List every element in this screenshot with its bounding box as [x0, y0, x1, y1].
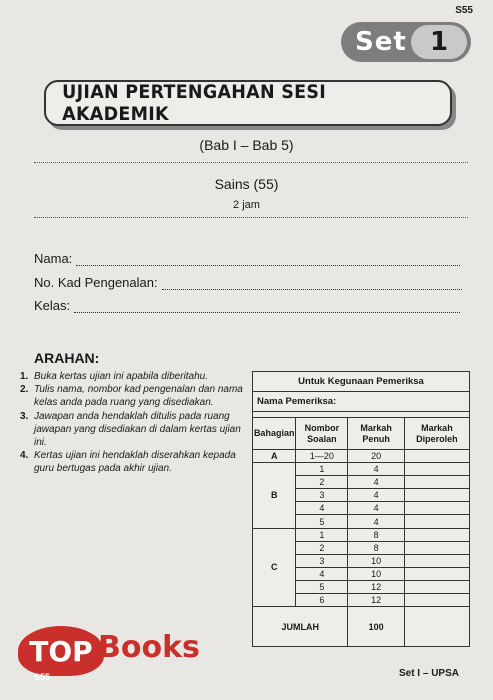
name-label: Nama:	[34, 251, 73, 266]
class-label: Kelas:	[34, 298, 71, 313]
ic-field[interactable]	[34, 275, 462, 290]
obtained-marks-cell[interactable]	[404, 502, 469, 515]
instruction-text: Tulis nama, nombor kad pengenalan dan nama kelas anda pada ruang yang disediakan.	[34, 384, 243, 409]
full-marks-cell: 12	[348, 594, 404, 607]
obtained-marks-cell[interactable]	[404, 463, 469, 476]
full-marks-cell: 12	[348, 580, 404, 593]
table-row	[253, 450, 470, 463]
question-cell: 3	[296, 554, 348, 567]
question-cell: 4	[296, 502, 348, 515]
class-field[interactable]	[34, 298, 460, 313]
obtained-marks-cell[interactable]	[404, 528, 469, 541]
total-label: JUMLAH	[253, 607, 348, 647]
column-header: Nombor Soalan	[296, 418, 348, 450]
full-marks-cell: 4	[348, 476, 404, 489]
name-field[interactable]	[34, 251, 460, 266]
instruction-number: 4.	[20, 450, 29, 462]
ic-line[interactable]	[162, 278, 462, 290]
instruction-item	[20, 410, 250, 450]
footer-label: Set I – UPSA	[398, 668, 459, 679]
full-marks-cell: 4	[348, 463, 404, 476]
set-badge	[341, 22, 471, 62]
table-row	[253, 528, 470, 541]
instruction-text: Jawapan anda hendaklah ditulis pada ruang jawapan yang disediakan di dalam kertas ujian ini.	[34, 410, 241, 449]
full-marks-cell: 10	[348, 554, 404, 567]
question-cell: 5	[296, 580, 348, 593]
full-marks-cell: 8	[348, 541, 404, 554]
section-cell: C	[253, 528, 296, 607]
page-code: S55	[455, 5, 473, 16]
section-cell: A	[253, 450, 296, 463]
question-cell: 2	[296, 541, 348, 554]
table-heading: Untuk Kegunaan Pemeriksa	[253, 372, 470, 392]
total-row	[253, 607, 470, 647]
obtained-marks-cell[interactable]	[404, 450, 469, 463]
set-number: 1	[411, 25, 467, 59]
class-line[interactable]	[74, 301, 460, 313]
question-cell: 4	[296, 567, 348, 580]
column-header: Markah Diperoleh	[404, 418, 469, 450]
page-title: UJIAN PERTENGAHAN SESI AKADEMIK	[62, 81, 326, 125]
question-cell: 3	[296, 489, 348, 502]
obtained-marks-cell[interactable]	[404, 567, 469, 580]
column-header: Bahagian	[253, 418, 296, 450]
instruction-item	[20, 383, 250, 409]
title-box	[44, 80, 452, 126]
table-row	[253, 463, 470, 476]
instruction-text: Kertas ujian ini hendaklah diserahkan kepada guru bertugas pada akhir ujian.	[34, 450, 236, 475]
full-marks-cell: 4	[348, 515, 404, 528]
name-line[interactable]	[76, 254, 460, 266]
logo-top: TOP	[18, 626, 104, 676]
obtained-marks-cell[interactable]	[404, 594, 469, 607]
total-value: 100	[348, 607, 404, 647]
obtained-marks-cell[interactable]	[404, 515, 469, 528]
obtained-marks-cell[interactable]	[404, 476, 469, 489]
question-cell: 1	[296, 528, 348, 541]
total-obtained-cell[interactable]	[404, 607, 469, 647]
obtained-marks-cell[interactable]	[404, 580, 469, 593]
set-label: Set	[355, 27, 407, 57]
instructions-title: ARAHAN:	[34, 350, 100, 366]
question-cell: 6	[296, 594, 348, 607]
logo-books: Books	[98, 630, 200, 665]
question-cell: 1—20	[296, 450, 348, 463]
obtained-marks-cell[interactable]	[404, 554, 469, 567]
examiner-name-label: Nama Pemeriksa:	[253, 392, 470, 412]
full-marks-cell: 20	[348, 450, 404, 463]
divider	[34, 217, 468, 218]
page-code-bottom: S55	[34, 672, 51, 682]
full-marks-cell: 8	[348, 528, 404, 541]
instruction-item	[20, 370, 250, 383]
subject: Sains (55)	[214, 176, 279, 192]
column-header: Markah Penuh	[348, 418, 404, 450]
full-marks-cell: 10	[348, 567, 404, 580]
obtained-marks-cell[interactable]	[404, 489, 469, 502]
examiner-table	[252, 371, 470, 647]
divider	[34, 162, 468, 163]
question-cell: 5	[296, 515, 348, 528]
section-cell: B	[253, 463, 296, 528]
instruction-text: Buka kertas ujian ini apabila diberitahu.	[34, 371, 208, 382]
question-cell: 2	[296, 476, 348, 489]
full-marks-cell: 4	[348, 489, 404, 502]
ic-label: No. Kad Pengenalan:	[34, 275, 158, 290]
instruction-item	[20, 449, 250, 475]
instructions-list	[20, 370, 250, 476]
instruction-number: 2.	[20, 384, 29, 396]
question-cell: 1	[296, 463, 348, 476]
instruction-number: 1.	[20, 371, 29, 382]
duration: 2 jam	[233, 199, 260, 211]
full-marks-cell: 4	[348, 502, 404, 515]
chapters: (Bab I – Bab 5)	[199, 137, 294, 153]
instruction-number: 3.	[20, 410, 29, 422]
obtained-marks-cell[interactable]	[404, 541, 469, 554]
